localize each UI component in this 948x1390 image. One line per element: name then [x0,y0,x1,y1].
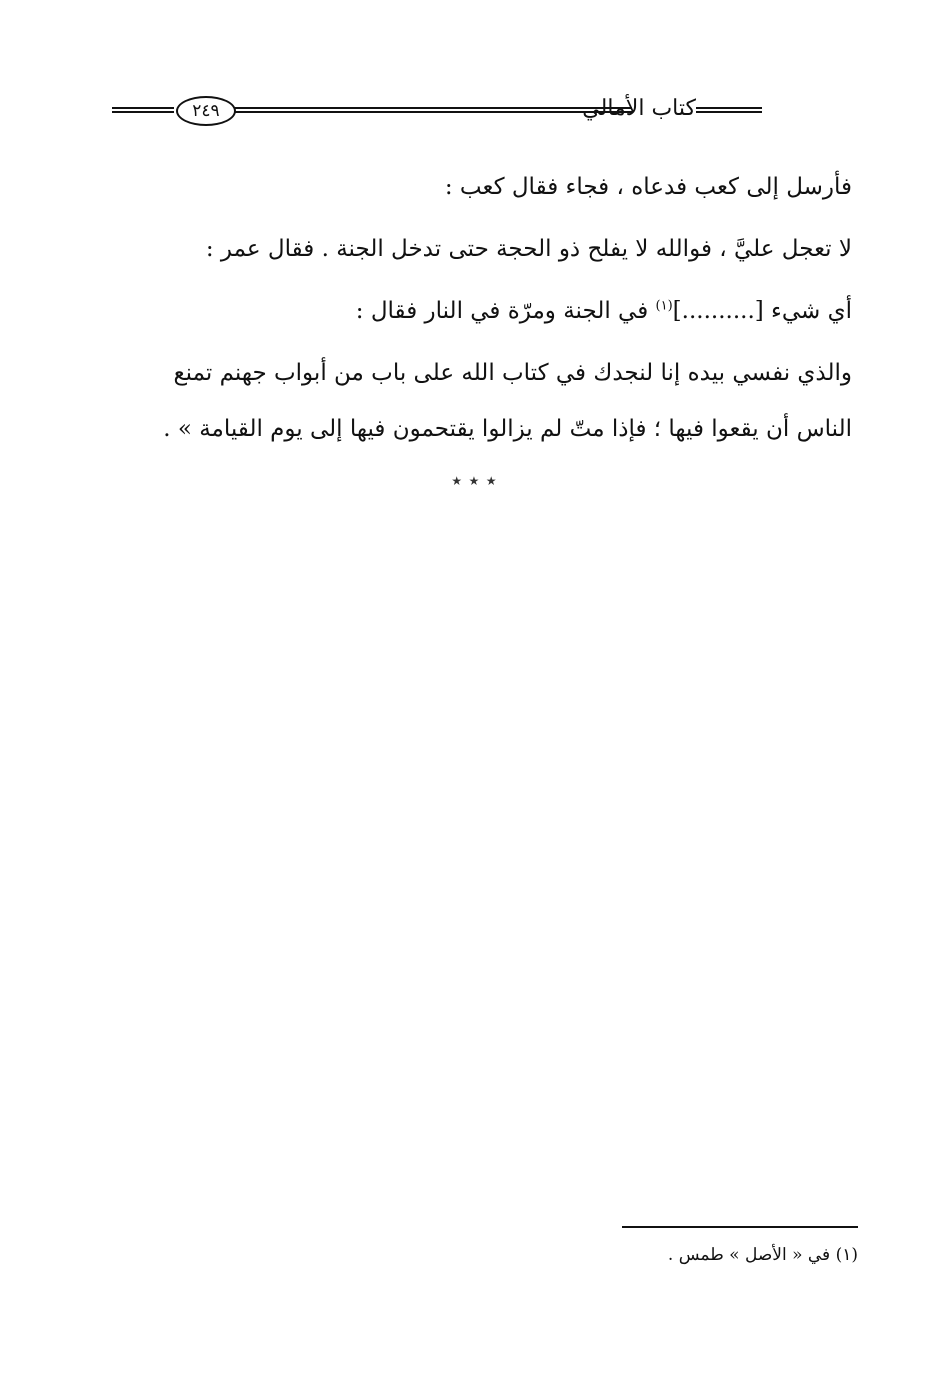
header-rule-left [112,107,174,113]
text-line-4: والذي نفسي بيده إنا لنجدك في كتاب الله على باب من أبواب جهنم تمنع [173,360,852,386]
header-rule-right [696,107,762,113]
running-header [112,92,852,136]
line-3-rest: في الجنة ومرّة في النار فقال : [355,298,649,324]
footnote-marker: (١) [655,298,673,314]
main-text [112,156,852,454]
running-title: كتاب الأمالي [582,96,696,121]
footnote-text: في « الأصل » طمس . [667,1245,831,1265]
section-separator: ٭ ٭ ٭ [451,468,497,492]
footnote-rule [622,1226,858,1228]
page-number: ٢٤٩ [176,96,236,126]
text-line-2: لا تعجل عليَّ ، فوالله لا يفلح ذو الحجة حتى تدخل الجنة . فقال عمر : [205,236,852,262]
text-line-1: فأرسل إلى كعب فدعاه ، فجاء فقال كعب : [444,174,852,200]
text-line-5: الناس أن يقعوا فيها ؛ فإذا متّ لم يزالوا يقتحمون فيها إلى يوم القيامة » . [163,416,852,442]
header-rule-middle [234,107,632,113]
line-3-prefix: أي شيء [..........] [672,298,852,324]
footnote [500,1240,858,1270]
text-line-3 [112,280,852,342]
footnote-number: (١) [835,1245,858,1265]
